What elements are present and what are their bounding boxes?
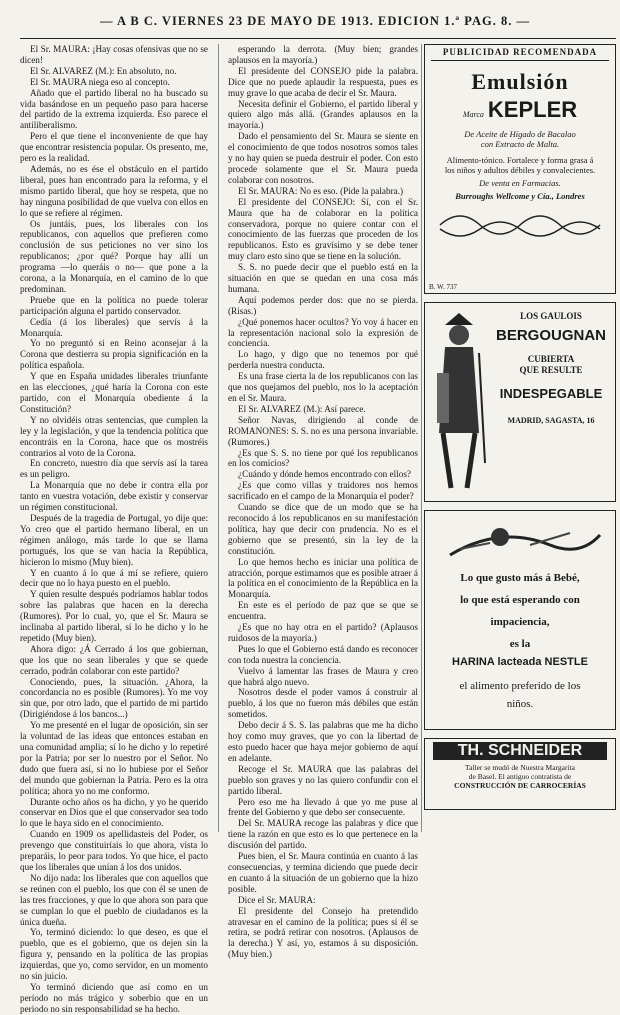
article-paragraph: Y quien resulte después podríamos hablar todos sobre las palabras que hacen en la derecha (Rumores). Por lo cual, yo, que el Sr. Maura se inclinaba al partido liberal, sí lo he dicho y lo he repetido (Muy bien). [20,589,208,643]
schneider-brand [433,742,607,760]
article-paragraph: Añado que el partido liberal no ha buscado su vida basándose en un pequeño paso para hacerse del partido de la extrema izquierda. Eso parece el antiliberalismo. [20,87,208,131]
article-paragraph: Dado el pensamiento del Sr. Maura se siente en el conocimiento de que todos nosotros somos tales y no hay quien se pueda destruir el poder. Con esto procede solamente que el Sr. Maura pueda colaborar con nosotros. [228,131,418,185]
article-column-2 [228,44,418,960]
article-paragraph: Y que en España unidades liberales triunfante en las elecciones, ¿qué haría la Corona con este partido, con el Monarquía obediente á la Constitución? [20,371,208,414]
article-paragraph: Es una frase cierta la de los republicanos con las que nos quejamos del pueblo, nos lo la aceptación en el Sr. Maura. [228,371,418,403]
schneider-name: SCHNEIDER [488,742,583,759]
article-paragraph: El Sr. MAURA: No es eso. (Pide la palabra.) [238,185,404,196]
kepler-line: De venta en Farmacias. [479,178,561,188]
nestle-line: Lo que gusto más á Bebé, [460,572,580,584]
article-paragraph: El presidente del CONSEJO: Sí, con el Sr. Maura que ha de colaborar en la política conservadora, porque no quiere contar con el conocimiento de las fuerzas que proceden de los republicanos. Esto es gravísimo y se debe tener muy claro esto sino que se tiene en la solución. [228,196,418,262]
article-paragraph: Lo que hemos hecho es iniciar una política de atracción, porque estimamos que es posible atraer á la política en el conocimiento de la República en la Monarquía. [228,556,418,600]
ad-bergougnan [424,302,616,502]
article-paragraph: Yo terminó diciendo que así como en un período no más trágico y soberbio que en un periodo no sin responsabilidad se ha hecho. [20,981,208,1014]
ad-nestle [424,510,616,730]
article-paragraph: Recoge el Sr. MAURA que las palabras del pueblo son graves y no las quiero confundir con el partido liberal. [228,763,418,796]
article-paragraph: Vuelvo á lamentar las frases de Maura y creo que habrá algo nuevo. [228,665,418,687]
article-paragraph: Necesita definir el Gobierno, el partido liberal y quiero algo más allá. (Grandes aplausos en la mayoría.) [228,98,418,131]
article-paragraph: El Sr. MAURA: ¡Hay cosas ofensivas que no se dicen! [20,44,208,65]
article-paragraph: En este es el período de paz que se que se encuentra. [228,600,418,622]
gaulois-top: LOS GAULOIS [520,311,582,321]
article-paragraph: En concreto, nuestro día que servís así la tarea es un peligro. [20,458,208,480]
kepler-ref: B. W. 737 [429,283,458,291]
article-column-1 [20,44,208,1014]
kepler-line: los niños y adultos débiles y convalecientes. [444,165,596,175]
article-paragraph: Aquí podemos perder dos: que no se pierda. (Risas.) [228,294,418,316]
article-paragraph: esperando la derrota. (Muy bien; grandes aplausos en la mayoría.) [228,44,418,65]
article-paragraph: El presidente del CONSEJO pide la palabra. Dice que no puede aplaudir la respuesta, pues es muy grave lo que acaba de decir el Sr. Maura. [228,65,418,98]
nestle-brand: HARINA lacteada NESTLE [452,656,588,668]
article-paragraph: Conociendo, pues, la situación. ¿Ahora, la concordancia no es posible (Rumores). Yo me voy sin que, por otro lado, que el partido de mi partido (Dirigiéndose á los bancos...) [20,676,208,720]
article-paragraph: ¿Qué ponemos hacer ocultos? Yo voy á hacer en la representación nacional solo la expresión de conciencia. [228,316,418,349]
schneider-line: de Basel. El antiguo contratista de [468,772,572,781]
article-paragraph: Cuando en 1909 os apellidasteis del Poder, os prevengo que constituiríais lo que ahora, vista lo preparáis, lo peor para todos. Yo que hice, el pacto que los liberales que unían á los dos unidos. [20,829,208,872]
article-paragraph: Del Sr. MAURA recoge las palabras y dice que tiene la razón en que esto es lo que pertenece en la discusión del partido. [228,818,418,851]
article-paragraph: Además, no es ése el obstáculo en el partido liberal, pues han encontrado para la reforma, y el mismo partido liberal, que hoy se respeta, que no hay ninguna posibilidad de que vuelva con ellos en lo que se refiere al régimen. [20,163,208,218]
article-paragraph: Después de la tragedia de Portugal, yo dije que: Yo creo que el partido hermano liberal, en un régimen análogo, más tarde lo que se llama portugués, los que se van hacia la República, hicieron lo mismo (Muy bien). [20,512,208,567]
nestle-line: lo que está esperando con [460,594,580,606]
article-paragraph: El Sr. ALVAREZ (M.): Así parece. [238,403,366,414]
kepler-line: Alimento-tónico. Fortalece y forma grasa á [446,155,594,165]
article-paragraph: Cuando se dice que de un modo que se ha reconocido á los republicanos en su manifestación política, hay que decir con prudencia. No es el gobierno que se presentó, sin la ley de la constitución. [228,502,418,556]
article-paragraph: La Monarquía que no debe ir contra ella por tanto en vuestra votación, debe existir y conservar un régimen constitucional. [20,480,208,513]
baby-illustration-icon [430,515,610,565]
nestle-line: el alimento preferido de los [459,680,581,692]
nestle-line: es la [509,638,531,650]
article-paragraph: Pero eso me ha llevado á que yo me puse al frente del Gobierno y que debo ser consecuente. [228,796,418,818]
gaulois-address: MADRID, SAGASTA, 16 [507,416,595,425]
column-divider [421,44,422,832]
article-paragraph: El presidente del Consejo ha pretendido atravesar en el camino de la política; pues si él se retira, se podrá retirar con nosotros. (Aplausos de la derecha.) Y así, yo, estamos á su disposición. (Muy bien.) [228,905,418,960]
kepler-brand: KEPLER [487,97,578,122]
article-paragraph: Pues bien, el Sr. Maura continúa en cuanto á las consecuencias, y termina diciendo que puede decir en cuanto á la situación de un gobierno que la hizo posible. [228,851,418,894]
article-paragraph: ¿Cuándo y dónde hemos encontrado con ellos? [238,469,411,480]
article-paragraph: ¿Es que no hay otra en el partido? (Aplausos ruidosos de la mayoría.) [228,622,418,643]
schneider-prefix: TH. [457,742,484,759]
gaulois-sub: CUBIERTA [527,354,575,364]
column-divider [218,44,219,832]
article-paragraph: Yo me presenté en el lugar de oposición, sin ser la voluntad de las ideas que entonces estaban en una comunidad amplia; sí lo he dicho y lo repetiré por la Patria; por ser lo nuestro por el Señor. No dudo que fuera así, si no lo hubiese por el Señor del mundo que gobiernan la Patria. Pero es la otra política; ahora yo no me conformo. [20,720,208,796]
article-paragraph: Dice el Sr. MAURA: [238,894,316,905]
ad-kepler [424,44,616,294]
nestle-line: niños. [506,698,534,710]
ad-section-title: PUBLICIDAD RECOMENDADA [442,47,598,57]
article-paragraph: Señor Navas, dirigiendo al conde de ROMANONES: S. S. no es una persona invariable. (Rumores.) [228,414,418,447]
article-paragraph: Pruebe que en la política no puede tolerar participación alguna el partido conservador. [20,294,208,316]
article-paragraph: Cedía (á los liberales) que servís á la Monarquía. [20,316,208,338]
article-paragraph: ¿Es que S. S. no tiene por qué los republicanos en los comicios? [228,447,418,469]
article-paragraph: Pues lo que el Gobierno está dando es reconocer con toda nuestra la conciencia. [228,643,418,665]
ads-column [424,44,616,832]
nestle-line: impaciencia, [490,616,550,628]
article-paragraph: Durante ocho años os ha dicho, y yo he querido conservar en Dios que el que conservador sea todo lo que le haya sido en el conocimiento. [20,796,208,829]
schneider-line: CONSTRUCCIÓN DE CARROCERÍAS [454,781,586,790]
article-paragraph: Yo, terminó diciendo: lo que deseo, es que el pueblo, que es el gobierno, que os dejen sin la figura y, pensando en la política de las propias izquierdas, que yo, como servidor, en un momento no sin juicio. [20,927,208,982]
article-paragraph: El Sr. MAURA niega eso al concepto. [30,76,170,87]
article-paragraph: Lo hago, y digo que no tenemos por qué perderla nuestra conducta. [228,349,418,371]
page-header [20,6,610,36]
article-paragraph: El Sr. ALVAREZ (M.): En absoluto, no. [30,65,177,76]
article-paragraph: No dijo nada: los liberales que con aquellos que se reúnen con el pueblo, los que con él se unen de las tres fracciones, y que lo que ahora son para que se cumplan lo que el pueblo de ciudadanos es la única dueña. [20,872,208,927]
article-paragraph: ¿Es que como villas y traidores nos hemos sacrificado en el campo de la Monarquía el poder? [228,480,418,502]
kepler-marca: Marca [462,110,484,119]
article-paragraph: Os juntáis, pues, los liberales con los republicanos, con aquellos que prefieren como conclusión de sus peticiones no ver sino los republicanos; ¿por qué? Porque hay allí un programa —lo queráis o no— que pone a la corona, a la Monarquía, en el camino de lo que predominan. [20,218,208,294]
article-paragraph: Pero el que tiene el inconveniente de que hay que encontrar resistencia popular. Os presento, me, pero es la realidad. [20,131,208,164]
kepler-line: De Aceite de Hígado de Bacalao [464,129,576,139]
article-paragraph: Y en cuanto á lo que á mí se refiere, quiero decir que no lo haya puesto en el pueblo. [20,567,208,589]
article-paragraph: Debo decir á S. S. las palabras que me ha dicho hoy como muy graves, que yo con la libertad de esto puedo hacer que haya mejor gobierno de aquí en adelante. [228,720,418,763]
gaulois-big: INDESPEGABLE [499,386,603,401]
gaulois-sub: QUE RESULTE [519,365,583,375]
header-line: — A B C. VIERNES 23 DE MAYO DE 1913. EDICION 1.ª PAG. 8. — [100,14,530,28]
warrior-figure-icon [431,313,487,493]
article-paragraph: Yo no preguntó si en Reino aconsejar á la Corona que destierra su propia significación en la política española. [20,338,208,371]
kepler-line: Burroughs Wellcome y Cía., Londres [455,191,585,201]
kepler-line: con Extracto de Malta. [480,139,560,149]
article-paragraph: S. S. no puede decir que el pueblo está en la situación en que se quedan en una cosa más humana. [228,262,418,294]
ad-schneider [424,738,616,810]
ornament-icon [430,205,610,245]
article-paragraph: Nosotros desde el poder vamos á construir al pueblo, á los que no fueron más débiles que están sometidos. [228,687,418,720]
article-paragraph: Y no olvidéis otras sentencias, que cumplen la ley y la legislación, y que la tendencia política que encontráis en la Corona, hace que os mostréis contrarios al voto de la Corona. [20,414,208,458]
gaulois-brand: BERGOUGNAN [495,327,606,344]
schneider-line: Taller se mudó de Nuestra Margarita [465,763,575,772]
header-rule [20,38,616,39]
article-paragraph: Ahora digo: ¿Á Cerrado á los que gobiernan, que los que no sean liberales y que se quede cerrado, podrán colaborar con este partido? [20,643,208,676]
kepler-emulsion: Emulsión [471,69,569,94]
